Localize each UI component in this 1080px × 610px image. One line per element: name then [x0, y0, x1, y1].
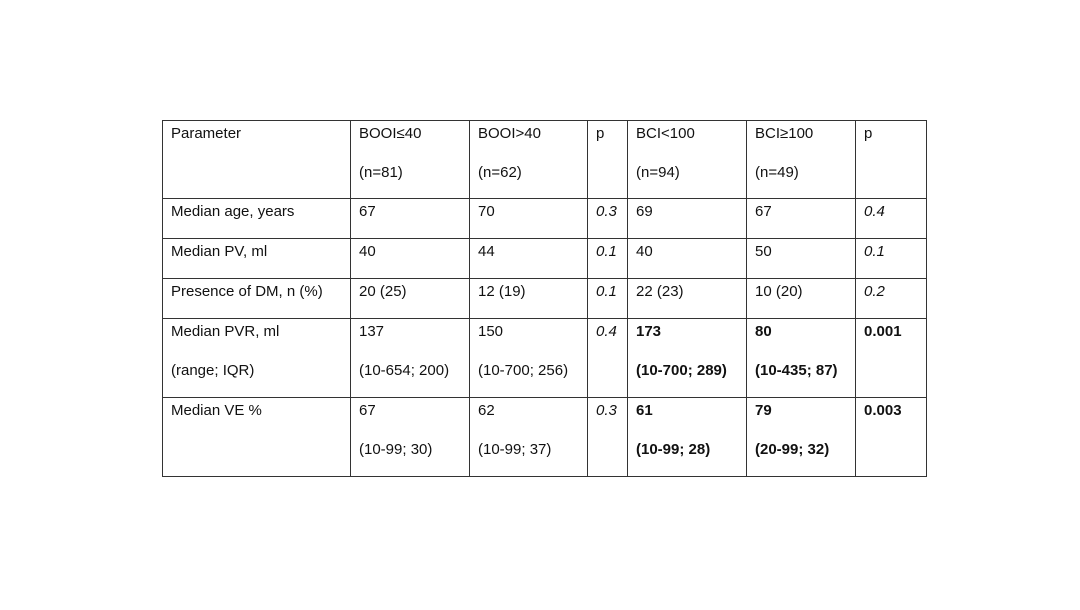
booi-le40-cell: 67: [351, 199, 470, 239]
bci-lt100-cell: 40: [628, 239, 747, 279]
parameter-label: Median VE %: [171, 402, 262, 419]
header-label: BOOI>40: [478, 125, 541, 142]
header-label: p: [864, 125, 873, 142]
table-row: [163, 398, 927, 477]
header-cell-booi-gt40: [470, 121, 588, 199]
p-booi-cell: 0.1: [588, 239, 628, 279]
header-label: BCI<100: [636, 125, 695, 142]
range-value: (10-99; 37): [478, 441, 552, 458]
p-booi-cell: 0.3: [588, 199, 628, 239]
p-bci-cell: 0.001: [856, 319, 927, 398]
median-value: 79: [755, 402, 772, 419]
p-booi-cell: 0.3: [588, 398, 628, 477]
header-label: BOOI≤40: [359, 125, 422, 142]
booi-le40-cell: [351, 319, 470, 398]
parameter-cell: Median PV, ml: [163, 239, 351, 279]
table-row: [163, 319, 927, 398]
header-label: BCI≥100: [755, 125, 814, 142]
parameter-cell: [163, 319, 351, 398]
median-value: 62: [478, 402, 495, 419]
bci-ge100-cell: [747, 319, 856, 398]
header-n: (n=49): [755, 164, 799, 181]
header-n: (n=62): [478, 164, 522, 181]
bci-lt100-cell: 22 (23): [628, 279, 747, 319]
range-value: (10-435; 87): [755, 362, 838, 379]
p-bci-cell: 0.4: [856, 199, 927, 239]
range-value: (10-700; 289): [636, 362, 727, 379]
median-value: 173: [636, 323, 662, 340]
header-cell-booi-le40: [351, 121, 470, 199]
range-value: (10-99; 28): [636, 441, 711, 458]
parameter-cell: [163, 398, 351, 477]
table-header-row: [163, 121, 927, 199]
median-value: 80: [755, 323, 772, 340]
header-label: p: [596, 125, 605, 142]
range-value: (20-99; 32): [755, 441, 830, 458]
booi-gt40-cell: 44: [470, 239, 588, 279]
range-value: (10-654; 200): [359, 362, 450, 379]
bci-ge100-cell: 10 (20): [747, 279, 856, 319]
p-booi-cell: 0.4: [588, 319, 628, 398]
parameter-cell: Median age, years: [163, 199, 351, 239]
median-value: 61: [636, 402, 653, 419]
results-table: [162, 120, 927, 477]
p-bci-cell: 0.2: [856, 279, 927, 319]
header-n: (n=81): [359, 164, 403, 181]
table-row: [163, 199, 927, 239]
parameter-sublabel: (range; IQR): [171, 362, 255, 379]
table-row: [163, 279, 927, 319]
median-value: 67: [359, 402, 376, 419]
booi-le40-cell: 40: [351, 239, 470, 279]
header-cell-bci-lt100: [628, 121, 747, 199]
range-value: (10-99; 30): [359, 441, 433, 458]
p-bci-cell: 0.003: [856, 398, 927, 477]
booi-gt40-cell: [470, 319, 588, 398]
median-value: 150: [478, 323, 504, 340]
bci-ge100-cell: 50: [747, 239, 856, 279]
parameter-label: Median PVR, ml: [171, 323, 280, 340]
header-cell-p-booi: [588, 121, 628, 199]
booi-gt40-cell: 12 (19): [470, 279, 588, 319]
range-value: (10-700; 256): [478, 362, 569, 379]
booi-gt40-cell: 70: [470, 199, 588, 239]
header-cell-p-bci: [856, 121, 927, 199]
bci-lt100-cell: [628, 398, 747, 477]
booi-le40-cell: 20 (25): [351, 279, 470, 319]
header-n: (n=94): [636, 164, 680, 181]
p-bci-cell: 0.1: [856, 239, 927, 279]
p-booi-cell: 0.1: [588, 279, 628, 319]
header-label: Parameter: [171, 125, 242, 142]
booi-gt40-cell: [470, 398, 588, 477]
booi-le40-cell: [351, 398, 470, 477]
parameter-cell: Presence of DM, n (%): [163, 279, 351, 319]
median-value: 137: [359, 323, 385, 340]
table-row: [163, 239, 927, 279]
header-cell-bci-ge100: [747, 121, 856, 199]
bci-lt100-cell: [628, 319, 747, 398]
bci-lt100-cell: 69: [628, 199, 747, 239]
header-cell-parameter: [163, 121, 351, 199]
bci-ge100-cell: 67: [747, 199, 856, 239]
bci-ge100-cell: [747, 398, 856, 477]
